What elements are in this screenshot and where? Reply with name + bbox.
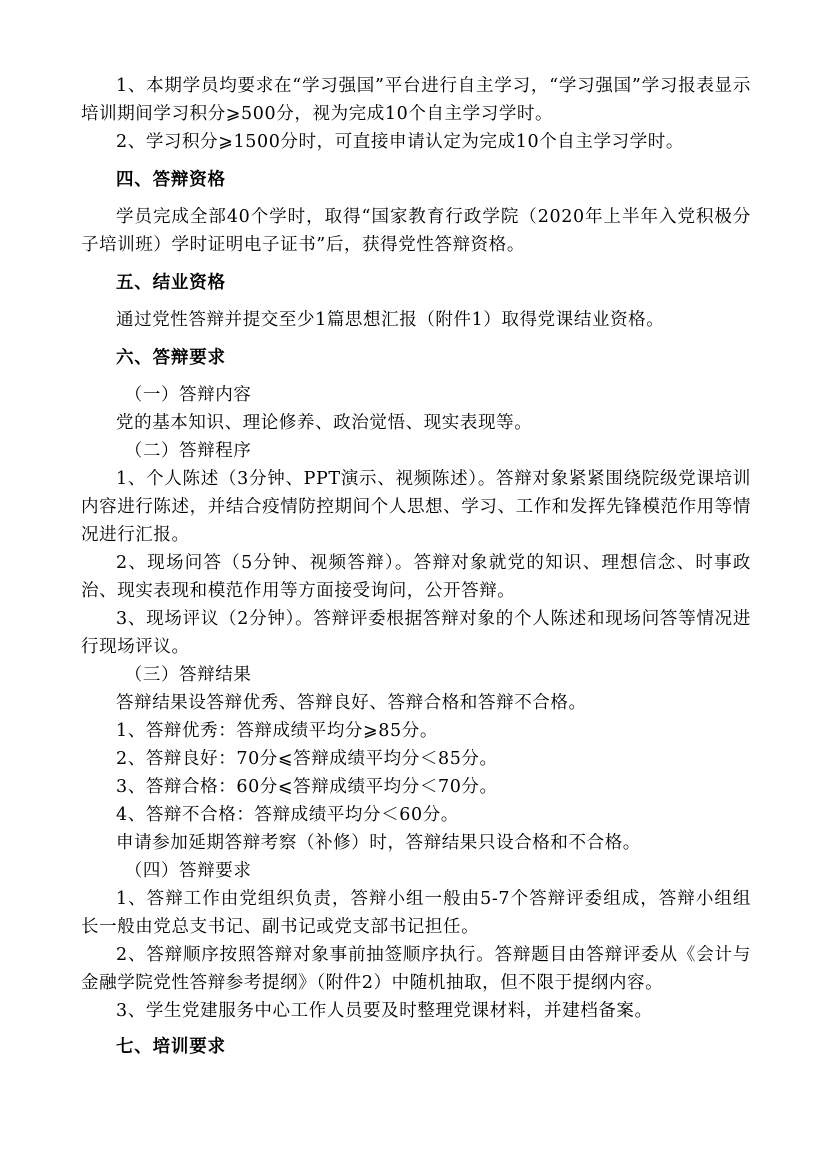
paragraph-completion-eligibility: 通过党性答辩并提交至少1篇思想汇报（附件1）取得党课结业资格。	[116, 310, 665, 330]
paragraph-result-good: 2、答辩良好：70分⩽答辩成绩平均分＜85分。	[116, 749, 498, 769]
paragraph-rule-2: 2、答辩顺序按照答辩对象事前抽签顺序执行。答辩题目由答辩评委从《会计与金融学院党性答辩参考提纲》（附件2）中随机抽取，但不限于提纲内容。	[81, 945, 751, 993]
paragraph-result-fail: 4、答辩不合格：答辩成绩平均分＜60分。	[116, 805, 459, 825]
section-heading-completion-eligibility: 五、结业资格	[116, 273, 226, 293]
paragraph-result-pass: 3、答辩合格：60分⩽答辩成绩平均分＜70分。	[116, 777, 498, 797]
section-heading-defense-eligibility: 四、答辩资格	[116, 170, 226, 190]
paragraph-procedure-1: 1、个人陈述（3分钟、PPT演示、视频陈述）。答辩对象紧紧围绕院级党课培训内容进行陈述，并结合疫情防控期间个人思想、学习、工作和发挥先锋模范作用等情况进行汇报。	[81, 469, 751, 545]
paragraph-results-intro: 答辩结果设答辩优秀、答辩良好、答辩合格和答辩不合格。	[116, 693, 587, 713]
paragraph-points-rule-1: 1、本期学员均要求在“学习强国”平台进行自主学习，“学习强国”学习报表显示培训期间学习积分⩾500分，视为完成10个自主学习学时。	[81, 76, 751, 124]
paragraph-points-rule-2: 2、学习积分⩾1500分时，可直接申请认定为完成10个自主学习学时。	[116, 132, 684, 152]
paragraph-defense-content: 党的基本知识、理论修养、政治觉悟、现实表现等。	[116, 413, 533, 433]
section-heading-defense-requirements: 六、答辩要求	[116, 348, 226, 368]
paragraph-results-deferred: 申请参加延期答辩考察（补修）时，答辩结果只设合格和不合格。	[116, 833, 641, 853]
paragraph-procedure-2: 2、现场问答（5分钟、视频答辩）。答辩对象就党的知识、理想信念、时事政治、现实表现和模范作用等方面接受询问，公开答辩。	[81, 553, 751, 601]
paragraph-procedure-3: 3、现场评议（2分钟）。答辩评委根据答辩对象的个人陈述和现场问答等情况进行现场评议。	[81, 609, 751, 657]
section-heading-training-requirements: 七、培训要求	[116, 1037, 226, 1057]
subheading-defense-procedure: （二）答辩程序	[124, 441, 252, 461]
subheading-defense-content: （一）答辩内容	[124, 385, 252, 405]
paragraph-defense-eligibility: 学员完成全部40个学时，取得“国家教育行政学院（2020年上半年入党积极分子培训班）学时证明电子证书”后，获得党性答辩资格。	[81, 207, 751, 255]
paragraph-rule-1: 1、答辩工作由党组织负责，答辩小组一般由5-7个答辩评委组成，答辩小组组长一般由党总支书记、副书记或党支部书记担任。	[81, 889, 751, 937]
paragraph-rule-3: 3、学生党建服务中心工作人员要及时整理党课材料，并建档备案。	[116, 1001, 653, 1021]
document-page	[81, 72, 751, 1070]
subheading-defense-results: （三）答辩结果	[124, 665, 252, 685]
paragraph-result-excellent: 1、答辩优秀：答辩成绩平均分⩾85分。	[116, 721, 438, 741]
subheading-defense-rules: （四）答辩要求	[124, 861, 252, 881]
